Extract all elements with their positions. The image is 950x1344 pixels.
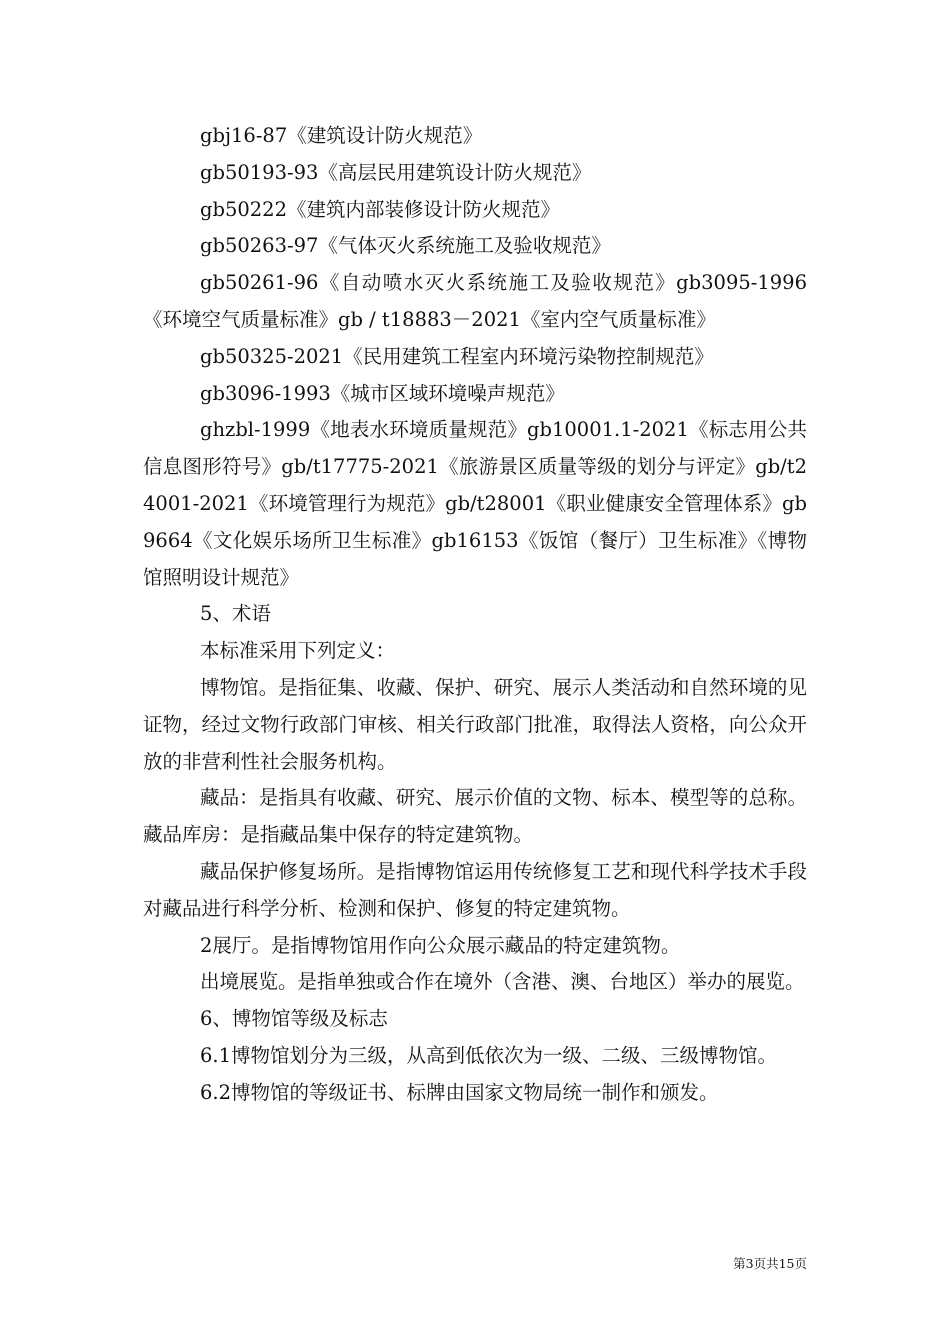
section-heading-grades: 6、博物馆等级及标志 <box>200 1007 388 1031</box>
paragraph-definition-museum: 博物馆。是指征集、收藏、保护、研究、展示人类活动和自然环境的见证物，经过文物行政部门审核、相关行政部门批准，取得法人资格，向公众开放的非营利性社会服务机构。 <box>143 675 807 773</box>
paragraph-definition-outbound-exhibition: 出境展览。是指单独或合作在境外（含港、澳、台地区）举办的展览。 <box>200 970 805 994</box>
paragraph-standard-list: ghzbl-1999《地表水环境质量规范》gb10001.1-2021《标志用公共信息图形符号》gb/t17775-2021《旅游景区质量等级的划分与评定》gb/t24001-2021《环境管理行为规范》gb/t28001《职业健康安全管理体系》gb9664《文化娱乐场所卫生标准》gb16153《饭馆（餐厅）卫生标准》《博物馆照明设计规范》 <box>143 418 807 589</box>
paragraph-standard-gb50193: gb50193-93《高层民用建筑设计防火规范》 <box>200 160 592 184</box>
paragraph-standard-gb50261: gb50261-96《自动喷水灭火系统施工及验收规范》gb3095-1996《环境空气质量标准》gb / t18883－2021《室内空气质量标准》 <box>143 271 807 331</box>
paragraph-grade-6-1: 6.1博物馆划分为三级，从高到低依次为一级、二级、三级博物馆。 <box>200 1043 778 1067</box>
paragraph-definitions-intro: 本标准采用下列定义： <box>200 639 396 663</box>
page-number-footer: 第3页共15页 <box>733 1256 807 1271</box>
paragraph-standard-gbj16: gbj16-87《建筑设计防火规范》 <box>200 124 483 147</box>
paragraph-standard-gb50222: gb50222《建筑内部装修设计防火规范》 <box>200 197 560 221</box>
document-body <box>143 118 807 1112</box>
paragraph-standard-gb50325: gb50325-2021《民用建筑工程室内环境污染物控制规范》 <box>200 344 714 368</box>
paragraph-standard-gb50263: gb50263-97《气体灭火系统施工及验收规范》 <box>200 234 611 258</box>
paragraph-definition-exhibition-hall: 2展厅。是指博物馆用作向公众展示藏品的特定建筑物。 <box>200 933 681 957</box>
paragraph-definition-collection: 藏品：是指具有收藏、研究、展示价值的文物、标本、模型等的总称。藏品库房：是指藏品集中保存的特定建筑物。 <box>143 786 807 847</box>
section-heading-terms: 5、术语 <box>200 602 271 626</box>
paragraph-definition-restoration: 藏品保护修复场所。是指博物馆运用传统修复工艺和现代科学技术手段对藏品进行科学分析、检测和保护、修复的特定建筑物。 <box>143 859 807 920</box>
paragraph-standard-gb3096: gb3096-1993《城市区域环境噪声规范》 <box>200 381 565 405</box>
paragraph-grade-6-2: 6.2博物馆的等级证书、标牌由国家文物局统一制作和颁发。 <box>200 1080 719 1104</box>
